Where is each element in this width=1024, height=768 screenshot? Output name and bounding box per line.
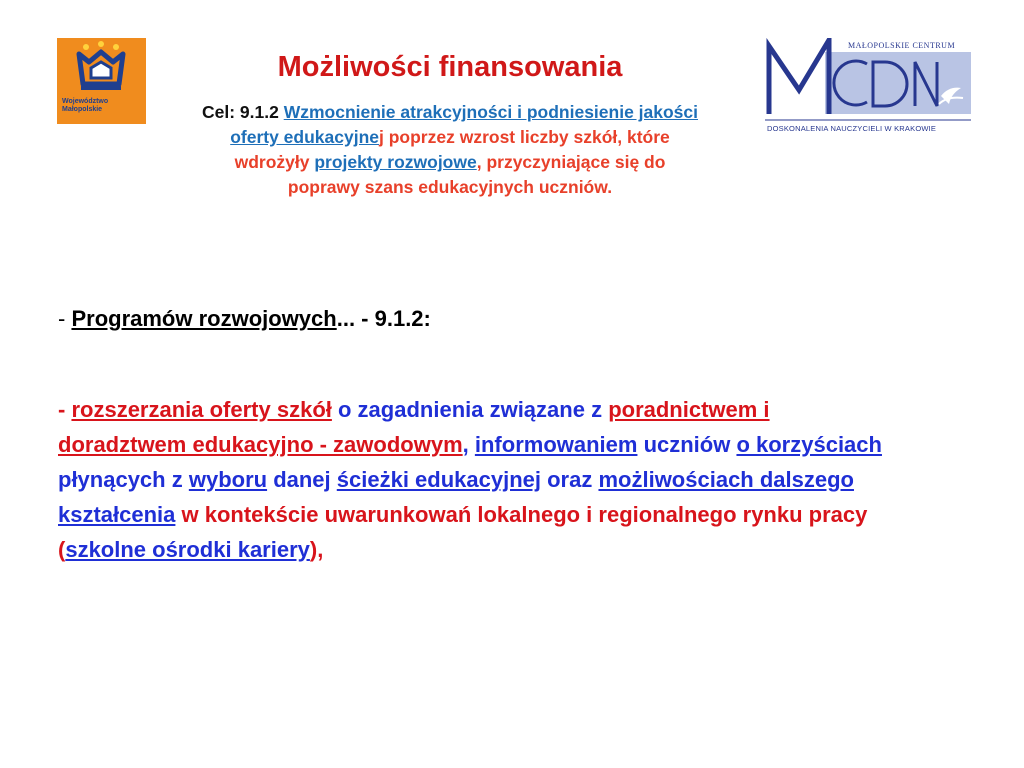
main-text-2: uczniów [637,432,737,457]
link-szkolne-osrodki-kariery[interactable]: szkolne ośrodki kariery [65,537,310,562]
logo-left-line1: Województwo [62,98,109,105]
page-title: Możliwości finansowania [277,51,623,83]
link-wyboru[interactable]: wyboru [188,467,268,492]
main-paragraph [58,392,898,567]
programs-line [58,304,431,334]
goal-text-2: , przyczyniające się do poprawy szans edukacyjnych uczniów. [287,152,666,197]
mcdn-logo [765,38,971,134]
mcdn-bottom-text: DOSKONALENIA NAUCZYCIELI W KRAKOWIE [767,124,937,133]
goal-text-1: j poprzez wzrost liczby szkół, które wdrożyły [234,127,670,172]
link-o-korzysciach[interactable]: o korzyściach [736,432,882,457]
main-text-7: ), [309,537,324,562]
main-text-1: o zagadnienia związane z [331,397,609,422]
goal-label: Cel: 9.1.2 [201,102,284,122]
mcdn-emblem-icon [765,38,971,134]
link-informowaniem[interactable]: informowaniem [474,432,638,457]
programs-dash: - [58,306,72,331]
wojewodztwo-malopolskie-logo [57,38,146,124]
goal-link-wzmocnienie[interactable]: Wzmocnienie atrakcyjności i podniesienie jakości oferty edukacyjne [230,102,699,147]
main-dash: - [58,397,72,422]
link-mozliwosciach[interactable]: możliwościach dalszego kształcenia [58,467,854,527]
main-text-4: danej [267,467,337,492]
programs-rest: ... - 9.1.2: [336,306,431,331]
programs-underlined: Programów rozwojowych [71,306,337,331]
link-sciezki-edukacyjnej[interactable]: ścieżki edukacyjnej [336,467,541,492]
logo-left-caption [62,98,142,114]
goal-link-projekty[interactable]: projekty rozwojowe [314,152,477,172]
link-rozszerzania-oferty[interactable]: rozszerzania oferty szkół [71,397,332,422]
main-text-6: w kontekście uwarunkowań lokalnego i regionalnego rynku pracy ( [58,502,868,562]
link-poradnictwem[interactable]: poradnictwem i doradztwem edukacyjno - zawodowym [58,397,770,457]
logo-left-line2: Małopolskie [62,106,103,113]
main-comma-1: , [462,432,475,457]
goal-paragraph [200,100,700,200]
mcdn-top-text: MAŁOPOLSKIE CENTRUM [848,41,956,50]
main-text-5: oraz [541,467,599,492]
main-text-3: płynących z [58,467,189,492]
